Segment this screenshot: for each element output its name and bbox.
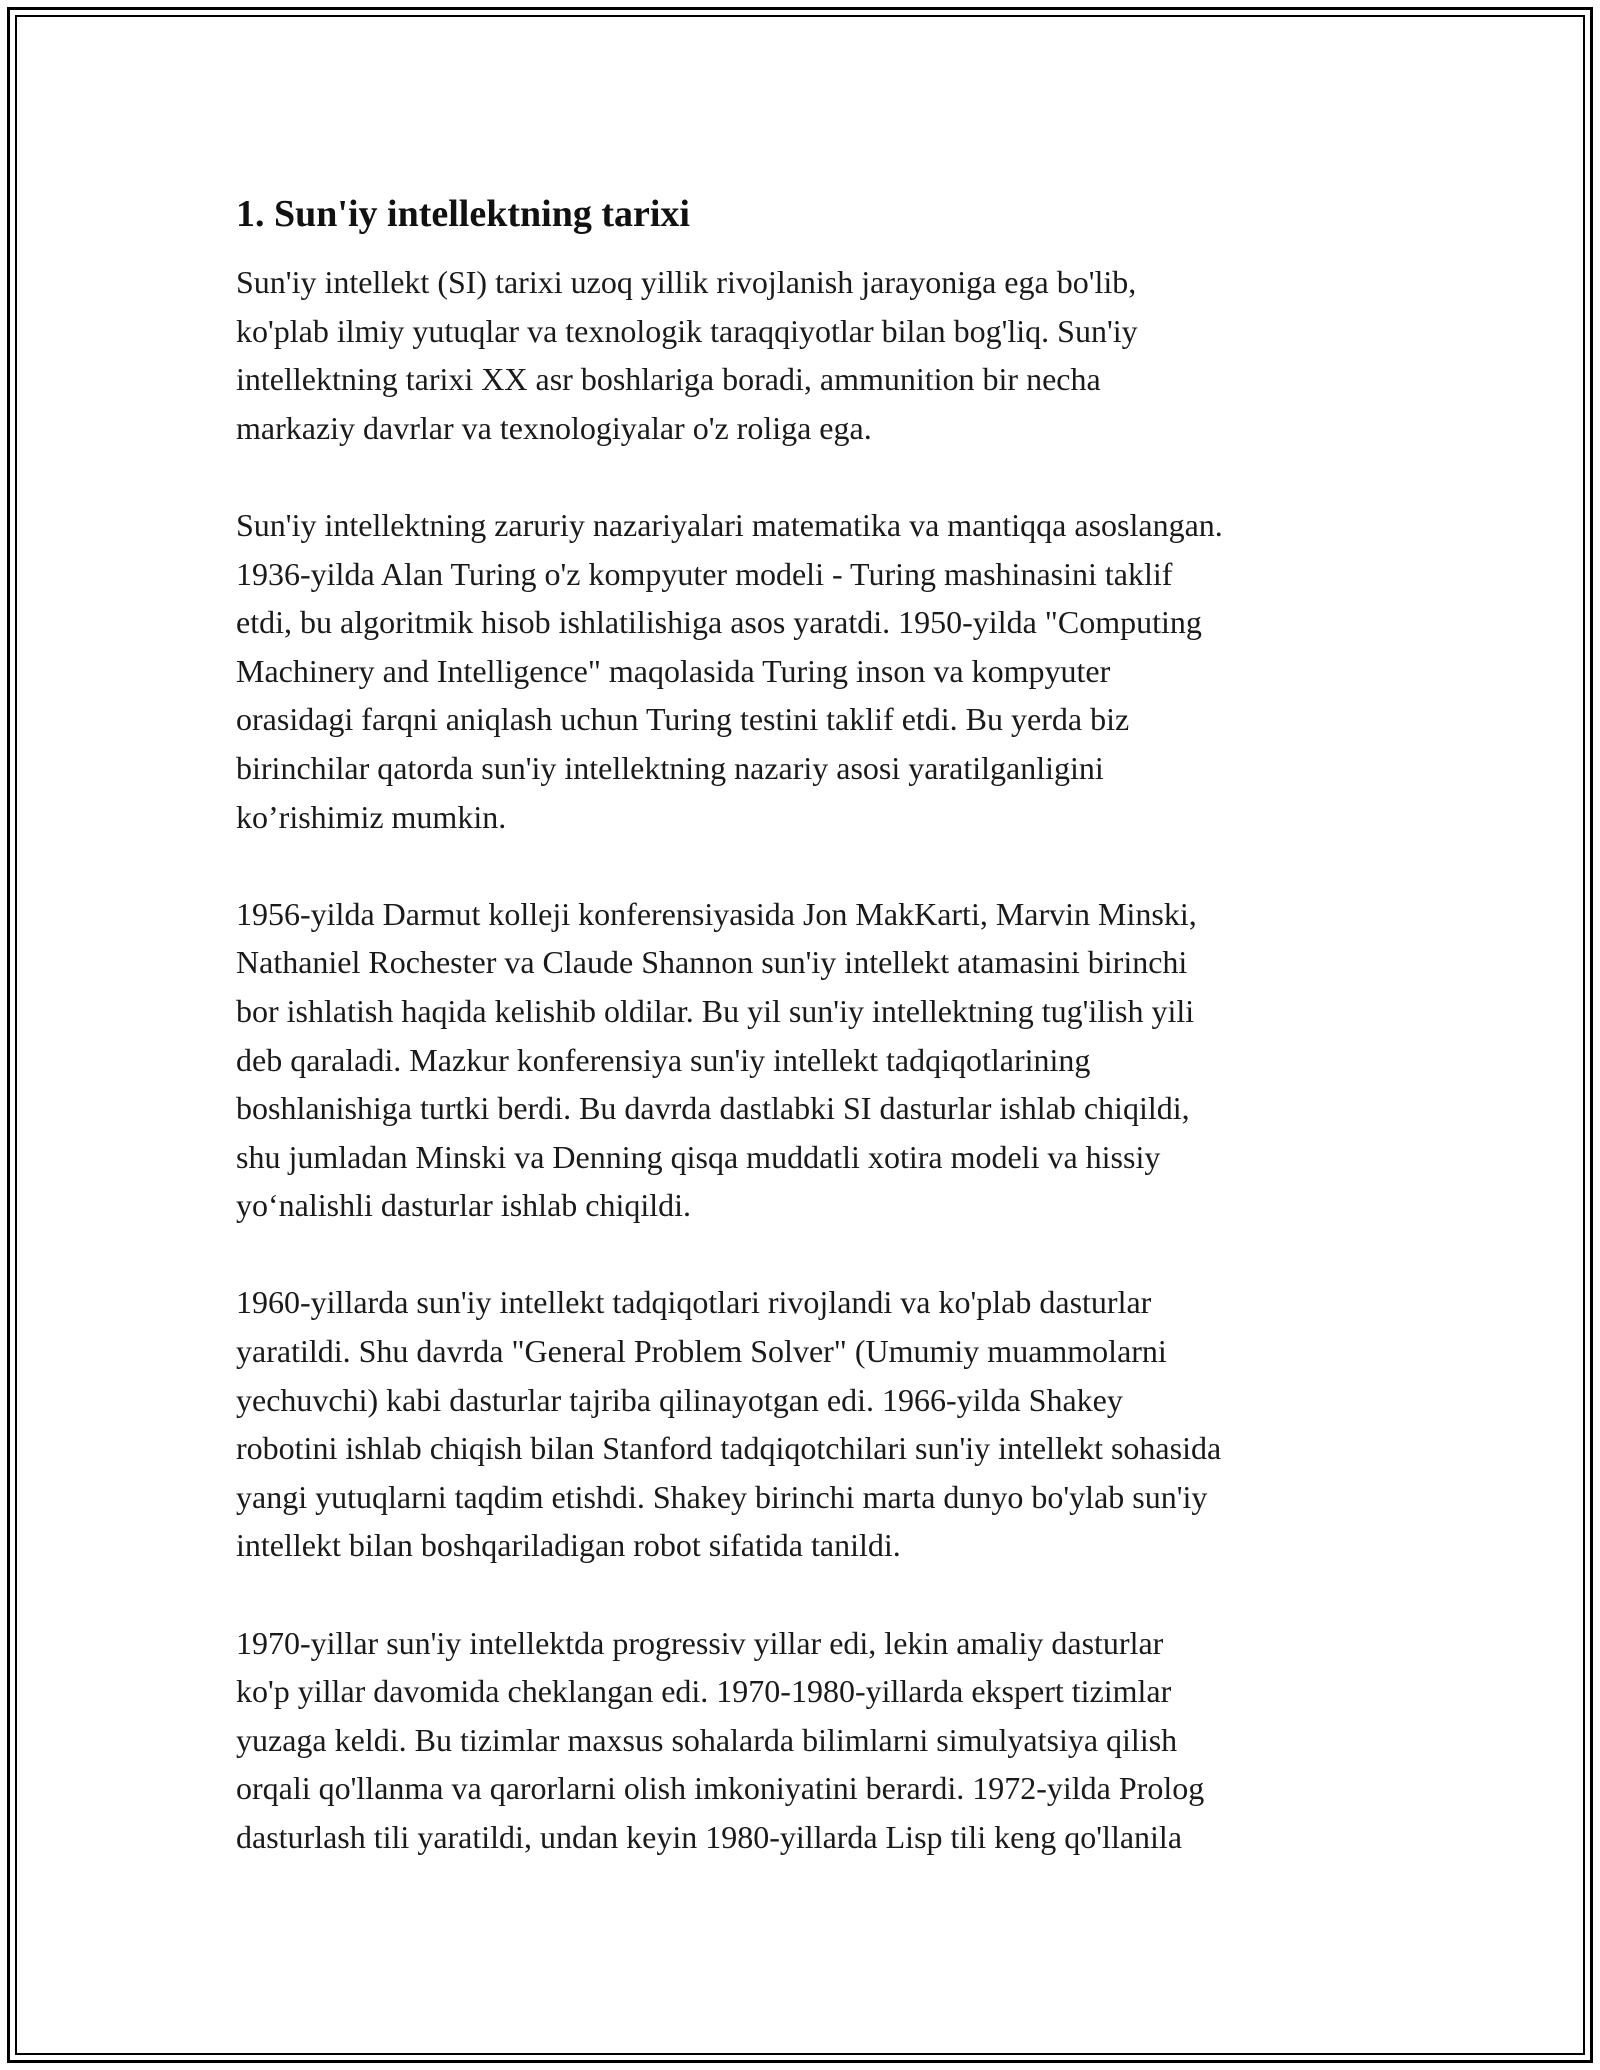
text-line: markaziy davrlar va texnologiyalar o'z roliga ega.	[236, 409, 872, 446]
text-line: boshlanishiga turtki berdi. Bu davrda dastlabki SI dasturlar ishlab chiqildi,	[236, 1090, 1190, 1127]
text-line: birinchilar qatorda sun'iy intellektning nazariy asosi yaratilganligini	[236, 749, 1104, 786]
text-line: yuzaga keldi. Bu tizimlar maxsus sohalarda bilimlarni simulyatsiya qilish	[236, 1721, 1178, 1758]
text-line: 1956-yilda Darmut kolleji konferensiyasida Jon MakKarti, Marvin Minski,	[236, 895, 1197, 932]
text-line: dasturlash tili yaratildi, undan keyin 1980-yillarda Lisp tili keng qo'llanila	[236, 1819, 1183, 1855]
text-line: yo‘nalishli dasturlar ishlab chiqildi.	[236, 1187, 692, 1224]
text-line: yechuvchi) kabi dasturlar tajriba qilinayotgan edi. 1966-yilda Shakey	[236, 1381, 1123, 1418]
text-line: yaratildi. Shu davrda "General Problem Solver" (Umumiy muammolarni	[236, 1333, 1167, 1370]
text-line: Sun'iy intellekt (SI) tarixi uzoq yillik rivojlanish jarayoniga ega bo'lib,	[236, 264, 1137, 300]
text-line: bor ishlatish haqida kelishib oldilar. Bu yil sun'iy intellektning tug'ilish yili	[236, 992, 1195, 1029]
text-line: orqali qo'llanma va qarorlarni olish imkoniyatini berardi. 1972-yilda Prolog	[236, 1770, 1205, 1807]
text-line: ko’rishimiz mumkin.	[236, 798, 507, 835]
text-line: robotini ishlab chiqish bilan Stanford tadqiqotchilari sun'iy intellekt sohasida	[236, 1430, 1222, 1467]
text-line: orasidagi farqni aniqlash uchun Turing testini taklif etdi. Bu yerda biz	[236, 701, 1130, 738]
text-line: ko'p yillar davomida cheklangan edi. 1970-1980-yillarda ekspert tizimlar	[236, 1673, 1172, 1710]
paragraph-theory	[236, 501, 1386, 841]
text-line: ko'plab ilmiy yutuqlar va texnologik taraqqiyotlar bilan bog'liq. Sun'iy	[236, 312, 1138, 349]
paragraph-intro	[236, 258, 1386, 452]
text-line: Sun'iy intellektning zaruriy nazariyalari matematika va mantiqqa asoslangan.	[236, 506, 1223, 543]
text-line: shu jumladan Minski va Denning qisqa muddatli xotira modeli va hissiy	[236, 1138, 1161, 1175]
page-title: 1. Sun'iy intellektning tarixi	[236, 193, 690, 235]
text-line: intellekt bilan boshqariladigan robot sifatida tanildi.	[236, 1527, 901, 1564]
paragraph-1970s	[236, 1619, 1386, 1862]
text-line: yangi yutuqlarni taqdim etishdi. Shakey birinchi marta dunyo bo'ylab sun'iy	[236, 1478, 1208, 1515]
text-line: 1970-yillar sun'iy intellektda progressiv yillar edi, lekin amaliy dasturlar	[236, 1624, 1164, 1661]
text-line: Machinery and Intelligence" maqolasida Turing inson va kompyuter	[236, 652, 1111, 689]
text-line: etdi, bu algoritmik hisob ishlatilishiga asos yaratdi. 1950-yilda "Computing	[236, 604, 1202, 641]
text-line: deb qaraladi. Mazkur konferensiya sun'iy intellekt tadqiqotlarining	[236, 1041, 1091, 1078]
text-line: intellektning tarixi XX asr boshlariga boradi, ammunition bir necha	[236, 361, 1101, 398]
paragraph-dartmouth	[236, 890, 1386, 1230]
paragraph-1960s	[236, 1278, 1386, 1570]
text-line: 1960-yillarda sun'iy intellekt tadqiqotlari rivojlandi va ko'plab dasturlar	[236, 1284, 1152, 1321]
text-line: Nathaniel Rochester va Claude Shannon sun'iy intellekt atamasini birinchi	[236, 944, 1188, 981]
document-body	[236, 188, 1386, 1910]
text-line: 1936-yilda Alan Turing o'z kompyuter modeli - Turing mashinasini taklif	[236, 555, 1173, 592]
